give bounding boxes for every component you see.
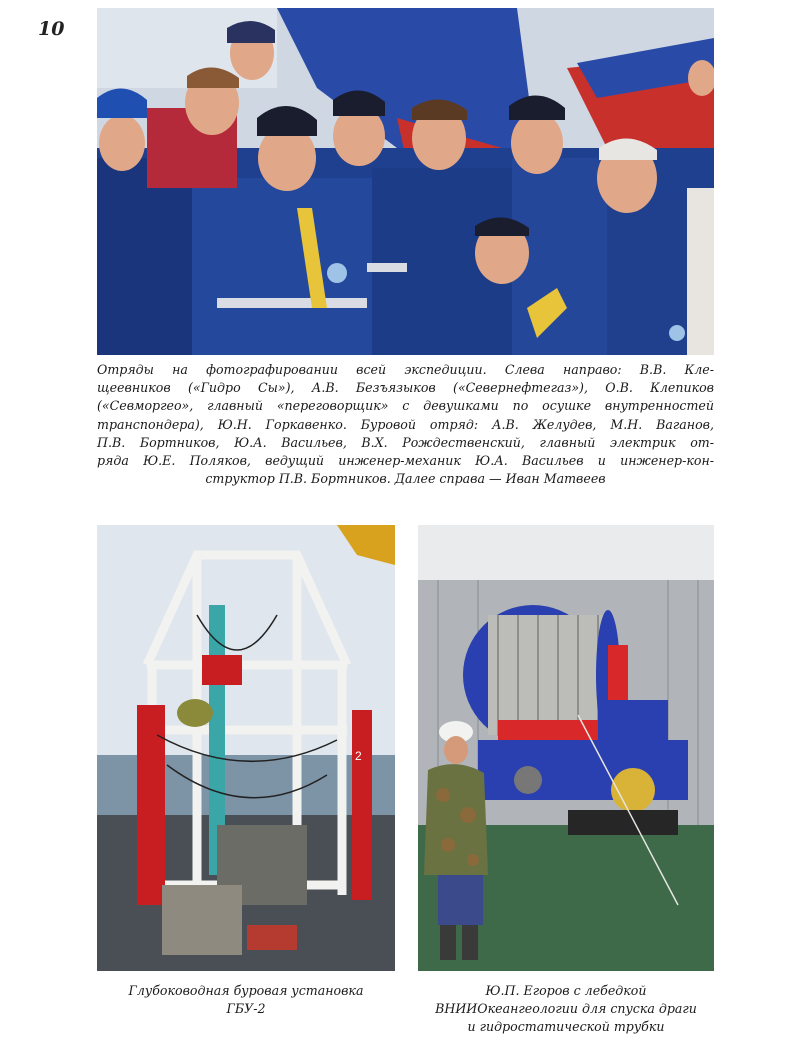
caption-line: Отряды на фотографировании всей экспедиции. Слева направо: В.В. Кле-: [97, 362, 714, 377]
caption-line: Ю.П. Егоров с лебедкой: [485, 983, 647, 998]
caption-line: П.В. Бортников, Ю.А. Васильев, В.Х. Рождественский, главный электрик от-: [97, 434, 714, 450]
team-photo-caption: [97, 361, 714, 488]
caption-line: структор П.В. Бортников. Далее справа — Иван Матвеев: [205, 471, 606, 487]
winch-caption: [418, 982, 714, 1036]
caption-line: щеевников («Гидро Сы»), А.В. Безъязыков («Севернефтегаз»), О.В. Клепиков: [97, 380, 714, 396]
caption-line: и гидростатической трубки: [467, 1019, 665, 1034]
caption-line: Глубоководная буровая установка: [128, 983, 364, 998]
svg-text:2: 2: [355, 749, 362, 763]
page-number: 10: [38, 18, 65, 40]
caption-line: транспондера), Ю.Н. Горкавенко. Буровой отряд: А.В. Желудев, М.Н. Ваганов,: [97, 416, 714, 432]
drilling-rig-caption: [97, 982, 395, 1018]
drilling-rig-photo: [97, 525, 395, 971]
caption-line: ГБУ-2: [226, 1001, 266, 1016]
winch-photo: [418, 525, 714, 971]
team-photo: [97, 8, 714, 355]
caption-line: ряда Ю.Е. Поляков, ведущий инженер-механик Ю.А. Васильев и инженер-кон-: [97, 453, 714, 469]
caption-line: («Севморгео», главный «переговорщик» с девушками по осушке внутренностей: [97, 398, 714, 414]
caption-line: ВНИИОкеангеологии для спуска драги: [435, 1001, 697, 1016]
